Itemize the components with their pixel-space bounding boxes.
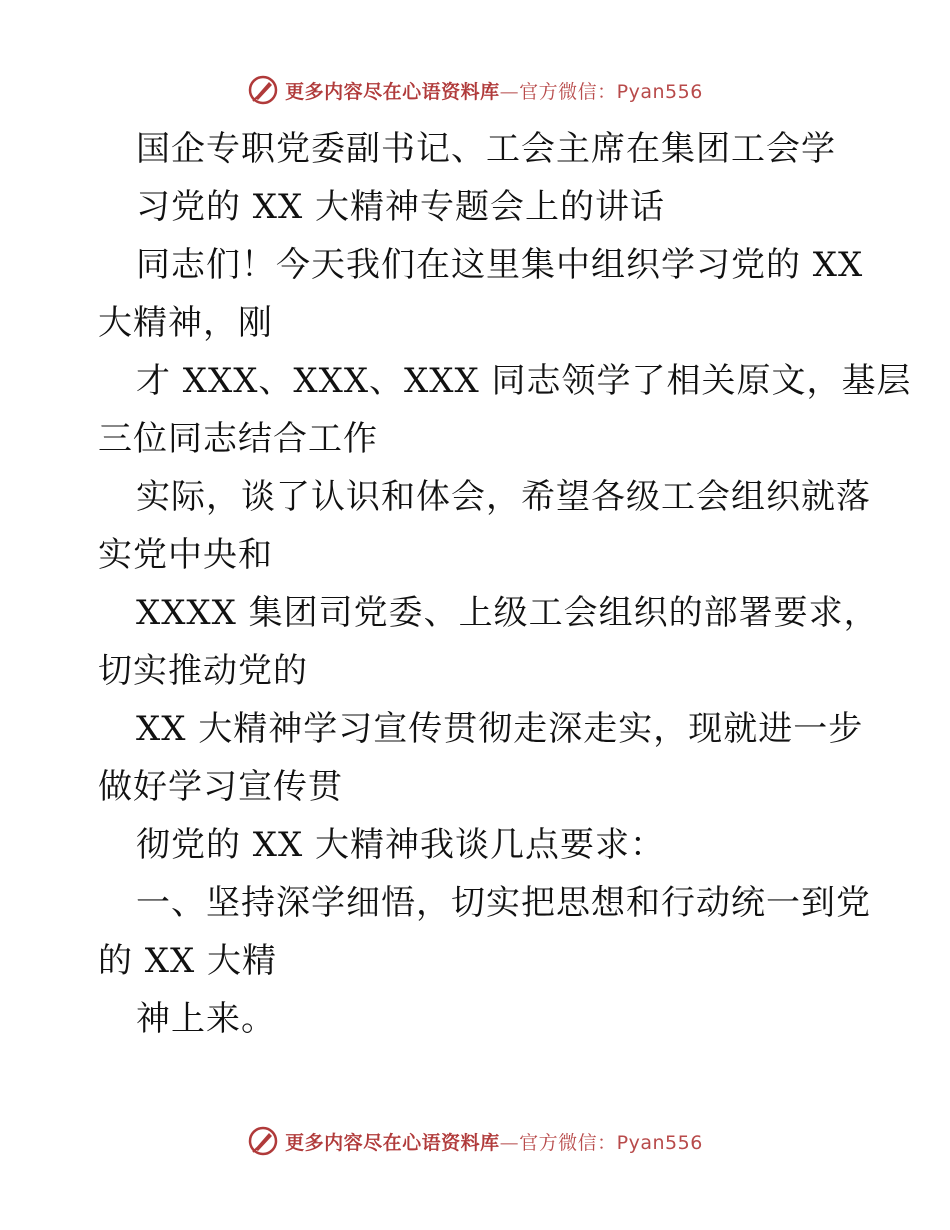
document-body: [98, 120, 912, 1048]
doc-line-7: 实际，谈了认识和体会，希望各级工会组织就落: [136, 477, 871, 517]
doc-line-9: XXXX 集团司党委、上级工会组织的部署要求，: [136, 593, 879, 633]
header-watermark-banner: [0, 70, 950, 110]
doc-line-12: 做好学习宣传贯: [98, 767, 343, 807]
doc-line-11: XX 大精神学习宣传贯彻走深走实，现就进一步: [136, 709, 864, 749]
doc-line-1: 国企专职党委副书记、工会主席在集团工会学: [136, 129, 836, 169]
banner-sub-text: 官方微信：Pyan556: [519, 1131, 703, 1154]
doc-line-15: 的 XX 大精: [98, 941, 278, 981]
banner-dash: —: [499, 80, 520, 103]
banner-main-text: 更多内容尽在心语资料库: [285, 1131, 500, 1154]
banner-dash: —: [499, 1131, 520, 1154]
banner-text: [285, 1128, 703, 1155]
doc-line-16: 神上来。: [136, 999, 276, 1039]
footer-watermark-banner: [0, 1121, 950, 1161]
quill-logo-icon: [247, 1125, 279, 1157]
doc-line-14: 一、坚持深学细悟，切实把思想和行动统一到党: [136, 883, 871, 923]
doc-line-8: 实党中央和: [98, 535, 273, 575]
doc-line-13: 彻党的 XX 大精神我谈几点要求：: [136, 825, 666, 865]
banner-sub-text: 官方微信：Pyan556: [519, 80, 703, 103]
doc-line-3: 同志们！今天我们在这里集中组织学习党的 XX: [136, 245, 864, 285]
banner-main-text: 更多内容尽在心语资料库: [285, 80, 500, 103]
doc-line-6: 三位同志结合工作: [98, 419, 378, 459]
doc-line-10: 切实推动党的: [98, 651, 308, 691]
doc-line-2: 习党的 XX 大精神专题会上的讲话: [136, 187, 666, 227]
quill-logo-icon: [247, 74, 279, 106]
doc-line-5: 才 XXX、XXX、XXX 同志领学了相关原文，基层: [136, 361, 912, 401]
doc-line-4: 大精神，刚: [98, 303, 273, 343]
banner-text: [285, 77, 703, 104]
